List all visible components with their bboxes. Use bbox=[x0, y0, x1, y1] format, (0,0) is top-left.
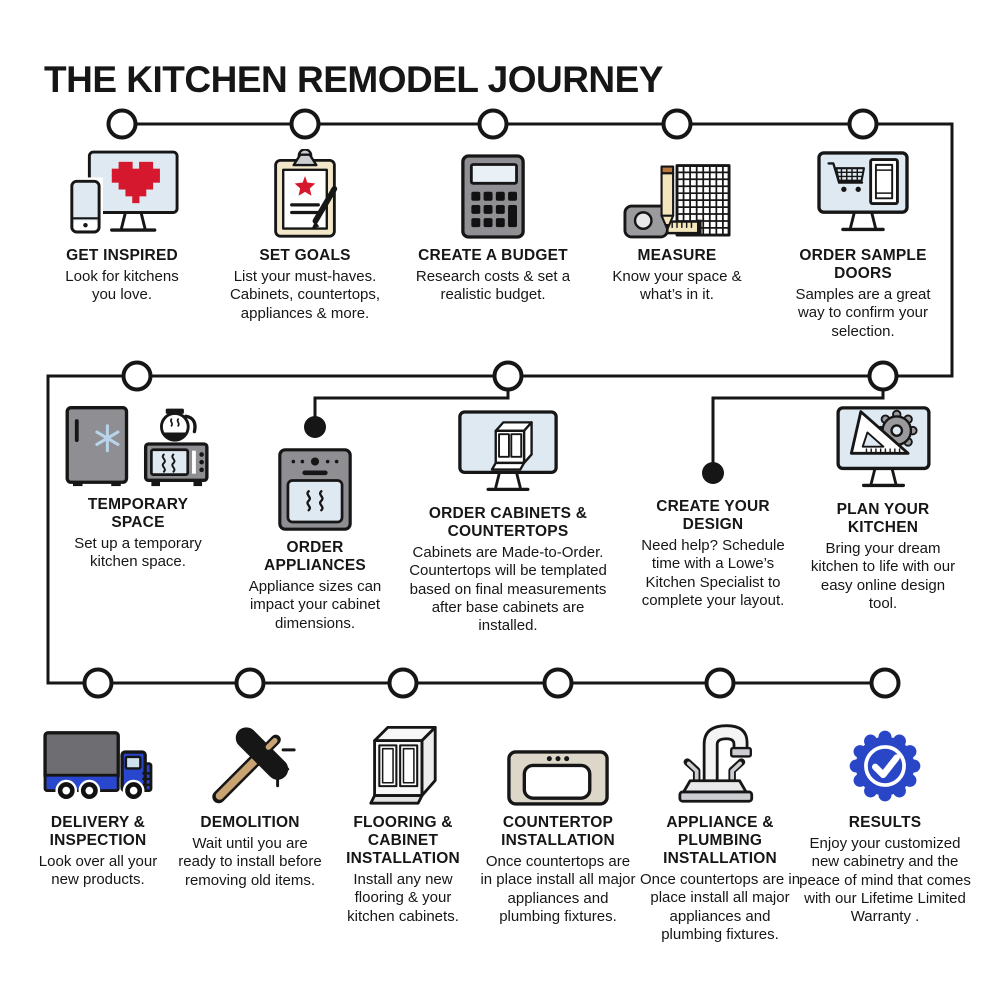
step-label: COUNTERTOP INSTALLATION bbox=[501, 814, 615, 849]
monitor-cabinet-icon bbox=[458, 410, 558, 497]
step-description: Samples are a great way to confirm your selection. bbox=[795, 285, 931, 340]
monitor-heart-icon bbox=[65, 147, 180, 239]
step-description: Once countertops are in place install all major appliances and plumbing fixtures. bbox=[480, 852, 636, 925]
step-label: PLAN YOUR KITCHEN bbox=[836, 501, 930, 536]
step-label: GET INSPIRED bbox=[66, 247, 178, 264]
step-create-a-budget bbox=[393, 147, 593, 305]
step-label: CREATE A BUDGET bbox=[418, 247, 568, 264]
fridge-microwave-icon bbox=[65, 400, 211, 488]
step-description: Enjoy your customized new cabinetry and the peace of mind that comes with our Lifetime Limited Warranty . bbox=[799, 834, 971, 926]
step-description: Wait until you are ready to install before removing old items. bbox=[178, 834, 322, 889]
step-get-inspired bbox=[22, 147, 222, 305]
step-description: Cabinets are Made-to-Order. Countertops will be templated based on final measurements after base cabinets are installed. bbox=[409, 543, 607, 635]
step-description: Install any new flooring & your kitchen cabinets. bbox=[347, 870, 459, 925]
step-demolition bbox=[155, 716, 345, 890]
faucet-icon bbox=[678, 716, 762, 806]
step-label: ORDER SAMPLE DOORS bbox=[799, 247, 927, 282]
step-order-cabinets-countertops bbox=[398, 410, 618, 635]
step-label: TEMPORARY SPACE bbox=[87, 496, 189, 531]
step-label: ORDER APPLIANCES bbox=[264, 539, 366, 574]
cabinet-3d-icon bbox=[365, 716, 441, 806]
step-temporary-space bbox=[38, 400, 238, 572]
countertop-sink-icon bbox=[507, 716, 609, 806]
page-title: THE KITCHEN REMODEL JOURNEY bbox=[44, 58, 663, 100]
step-description: Set up a temporary kitchen space. bbox=[74, 534, 202, 571]
step-description: Once countertops are in place install all major appliances and plumbing fixtures. bbox=[639, 870, 801, 943]
step-description: Appliance sizes can impact your cabinet dimensions. bbox=[248, 577, 382, 632]
step-results bbox=[785, 716, 985, 926]
sledgehammer-icon bbox=[204, 716, 296, 806]
clipboard-star-icon bbox=[268, 147, 342, 239]
step-description: Bring your dream kitchen to life with our easy online design tool. bbox=[810, 539, 956, 612]
step-label: ORDER CABINETS & COUNTERTOPS bbox=[428, 505, 588, 540]
step-label: DELIVERY & INSPECTION bbox=[49, 814, 147, 849]
step-description: Need help? Schedule time with a Lowe’s Kitchen Specialist to complete your layout. bbox=[641, 536, 785, 609]
step-order-sample-doors bbox=[768, 147, 958, 341]
check-badge-icon bbox=[845, 716, 925, 806]
step-label: DEMOLITION bbox=[200, 814, 300, 831]
monitor-ruler-gear-icon bbox=[836, 406, 931, 493]
step-label: CREATE YOUR DESIGN bbox=[656, 498, 770, 533]
monitor-cart-door-icon bbox=[817, 147, 909, 239]
step-create-your-design bbox=[618, 498, 808, 610]
tape-measure-pencil-grid-icon bbox=[623, 147, 731, 239]
step-label: APPLIANCE & PLUMBING INSTALLATION bbox=[663, 814, 777, 867]
step-label: SET GOALS bbox=[259, 247, 351, 264]
step-label: MEASURE bbox=[637, 247, 717, 264]
step-label: FLOORING & CABINET INSTALLATION bbox=[346, 814, 460, 867]
step-plan-your-kitchen bbox=[798, 406, 968, 613]
step-description: Look for kitchens you love. bbox=[65, 267, 179, 304]
step-description: Research costs & set a realistic budget. bbox=[415, 267, 571, 304]
truck-icon bbox=[43, 716, 153, 806]
step-set-goals bbox=[205, 147, 405, 323]
step-label: RESULTS bbox=[848, 814, 922, 831]
step-description: Know your space & what’s in it. bbox=[612, 267, 742, 304]
step-measure bbox=[577, 147, 777, 305]
step-description: List your must-haves. Cabinets, countertops, appliances & more. bbox=[229, 267, 381, 322]
step-order-appliances bbox=[215, 448, 415, 633]
calculator-icon bbox=[461, 147, 525, 239]
step-description: Look over all your new products. bbox=[38, 852, 158, 889]
oven-icon bbox=[278, 448, 352, 531]
